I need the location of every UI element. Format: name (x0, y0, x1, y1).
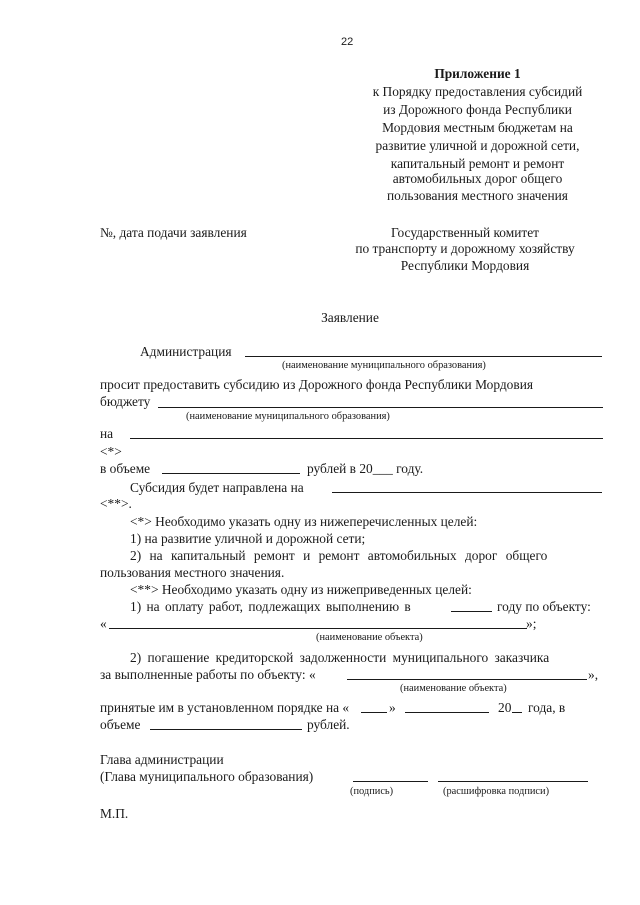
open-quote-1: « (100, 616, 107, 631)
page-number: 22 (341, 36, 354, 48)
accepted-prefix: принятые им в установленном порядке на « (100, 700, 350, 715)
amount-prefix: в объеме (100, 461, 151, 476)
municipality-field-2[interactable] (158, 407, 603, 408)
object-hint-1: (наименование объекта) (316, 632, 423, 643)
recipient-line: по транспорту и дорожному хозяйству (355, 241, 575, 256)
appendix-line: Мордовия местным бюджетам на (382, 120, 573, 135)
accepted-year: 20 (498, 700, 512, 715)
decoding-hint: (расшифровка подписи) (443, 786, 550, 797)
subsidy-label: Субсидия будет направлена на (130, 480, 304, 495)
volume-suffix: рублей. (307, 717, 350, 732)
goal-1-1: 1) на развитие уличной и дорожной сети; (130, 531, 366, 546)
subsidy-field[interactable] (332, 492, 602, 493)
request-text: просит предоставить субсидию из Дорожного фонда Республики Мордовия (100, 377, 534, 392)
accepted-month-field[interactable] (405, 712, 489, 713)
purpose-field[interactable] (130, 438, 603, 439)
close-quote-2: », (588, 667, 599, 682)
administration-label: Администрация (140, 344, 232, 359)
signature-line-1: Глава администрации (100, 752, 224, 767)
number-date-label: №, дата подачи заявления (100, 225, 247, 240)
appendix-line: автомобильных дорог общего (392, 171, 563, 186)
note-2: <**> Необходимо указать одну из нижеприведенных целей: (130, 582, 472, 597)
amount-field[interactable] (162, 473, 300, 474)
document-title: Заявление (321, 310, 379, 325)
appendix-title: Приложение 1 (434, 66, 521, 81)
appendix-line: развитие уличной и дорожной сети, (375, 138, 580, 153)
amount-suffix: рублей в 20___ году. (307, 461, 424, 476)
decoding-field[interactable] (438, 781, 588, 782)
volume-prefix: объеме (100, 717, 141, 732)
object-field-2[interactable] (347, 679, 587, 680)
municipality-field-1[interactable] (245, 356, 602, 357)
accepted-year-field[interactable] (512, 712, 522, 713)
recipient-line: Республики Мордовия (400, 258, 530, 273)
accepted-mid: » (389, 700, 396, 715)
footnote-ref-2: <**>. (100, 496, 132, 511)
year-field[interactable] (451, 611, 492, 612)
footnote-ref-1: <*> (100, 444, 122, 459)
appendix-line: к Порядку предоставления субсидий (372, 84, 583, 99)
note-1: <*> Необходимо указать одну из нижеперечисленных целей: (130, 514, 478, 529)
goal-2-2a: 2) погашение кредиторской задолженности муниципального заказчика (130, 650, 550, 665)
municipality-hint-2: (наименование муниципального образования) (186, 411, 390, 422)
goal-2-1-suffix: году по объекту: (497, 599, 591, 614)
appendix-line: из Дорожного фонда Республики (383, 102, 572, 117)
volume-field[interactable] (150, 729, 302, 730)
appendix-line: пользования местного значения (387, 188, 568, 203)
signature-field[interactable] (353, 781, 428, 782)
goal-1-2b: пользования местного значения. (100, 565, 285, 580)
object-field-1[interactable] (109, 628, 527, 629)
signature-hint: (подпись) (350, 786, 394, 797)
seal-label: М.П. (100, 806, 129, 821)
appendix-line: капитальный ремонт и ремонт (390, 156, 565, 171)
goal-2-1-prefix: 1) на оплату работ, подлежащих выполнению в (130, 599, 411, 614)
accepted-suffix: года, в (528, 700, 566, 715)
signature-line-2: (Глава муниципального образования) (100, 769, 314, 784)
goal-1-2a: 2) на капитальный ремонт и ремонт автомобильных дорог общего (130, 548, 548, 563)
budget-label: бюджету (100, 394, 151, 409)
goal-2-2b-prefix: за выполненные работы по объекту: « (100, 667, 316, 682)
municipality-hint-1: (наименование муниципального образования) (282, 360, 486, 371)
na-label: на (100, 426, 114, 441)
accepted-day-field[interactable] (361, 712, 387, 713)
object-hint-2: (наименование объекта) (400, 683, 507, 694)
recipient-line: Государственный комитет (390, 225, 540, 240)
close-quote-1: »; (526, 616, 537, 631)
